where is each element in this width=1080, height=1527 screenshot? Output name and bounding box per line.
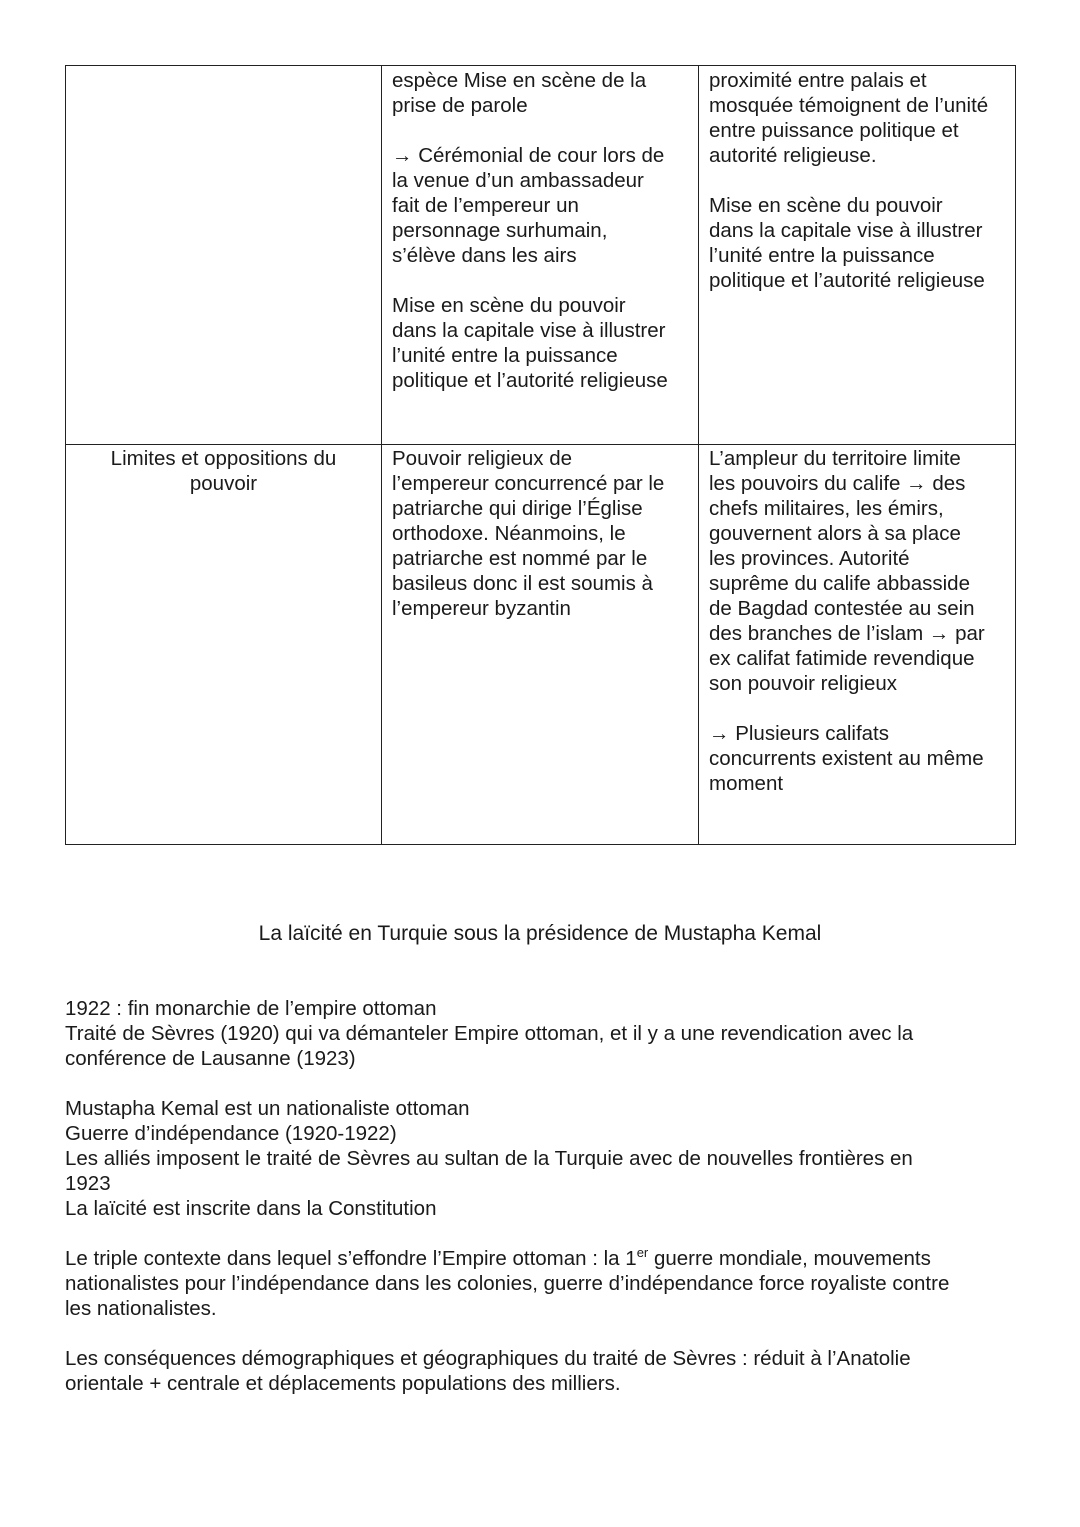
text-line: conférence de Lausanne (1923) [65,1047,356,1070]
table-row [66,66,1016,445]
text-line: Traité de Sèvres (1920) qui va démanteler Empire ottoman, et il y a une revendication avec la [65,1022,914,1045]
cell-paragraph: Pouvoir religieux de l’empereur concurrencé par le patriarche qui dirige l’Église orthodoxe. Néanmoins, le patriarche est nommé par le basileus donc il est soumis à l’empereur byzantin [392,447,665,620]
comparison-table [65,65,1016,845]
cell-paragraph: proximité entre palais et mosquée témoignent de l’unité entre puissance politique et autorité religieuse. [709,69,989,167]
table-cell-row2-col2 [382,445,699,845]
cell-paragraph: espèce Mise en scène de la prise de parole [392,69,647,117]
table-cell-row1-col1 [66,66,382,445]
table-cell-row1-col3 [699,66,1016,445]
table-cell-row1-col2 [382,66,699,445]
body-text [65,996,1015,1396]
text-line: Les alliés imposent le traité de Sèvres au sultan de la Turquie avec de nouvelles frontières en [65,1147,913,1170]
text-line: Les conséquences démographiques et géographiques du traité de Sèvres : réduit à l’Anatolie [65,1347,911,1370]
paragraph-2 [65,1096,1015,1221]
paragraph-4 [65,1346,1015,1396]
cell-paragraph: Mise en scène du pouvoir dans la capitale vise à illustrer l’unité entre la puissance politique et l’autorité religieuse [392,294,668,392]
text-line: Guerre d’indépendance (1920-1922) [65,1122,397,1145]
text-fragment: Le triple contexte dans lequel s’effondre l’Empire ottoman : la 1 [65,1247,637,1270]
text-line: les nationalistes. [65,1297,217,1320]
row-label: Limites et oppositions du pouvoir [110,447,337,495]
paragraph-1 [65,996,1015,1071]
text-line: La laïcité est inscrite dans la Constitution [65,1197,437,1220]
cell-paragraph: Mise en scène du pouvoir dans la capitale vise à illustrer l’unité entre la puissance politique et l’autorité religieuse [709,194,985,292]
table-cell-row2-col3 [699,445,1016,845]
cell-paragraph: → Plusieurs califats concurrents existent au même moment [709,722,984,795]
table-cell-row2-col1 [66,445,382,845]
paragraph-3 [65,1246,1015,1321]
table-row [66,445,1016,845]
text-line: orientale + centrale et déplacements populations des milliers. [65,1372,621,1395]
text-line: Mustapha Kemal est un nationaliste ottoman [65,1097,470,1120]
cell-paragraph: → Cérémonial de cour lors de la venue d’un ambassadeur fait de l’empereur un personnage surhumain, s’élève dans les airs [392,144,665,267]
superscript: er [636,1245,649,1260]
text-line: 1923 [65,1172,111,1195]
cell-paragraph: L’ampleur du territoire limite les pouvoirs du calife → des chefs militaires, les émirs, gouvernent alors à sa place les provinces. Autorité suprême du calife abbasside de Bagdad contestée au sein des branches de l’islam → par ex califat fatimide revendique son pouvoir religieux [709,447,985,695]
text-line: 1922 : fin monarchie de l’empire ottoman [65,997,437,1020]
text-line [65,1246,1015,1271]
text-fragment: guerre mondiale, mouvements [648,1247,931,1270]
text-line: nationalistes pour l’indépendance dans les colonies, guerre d’indépendance force royaliste contre [65,1272,950,1295]
section-title: La laïcité en Turquie sous la présidence de Mustapha Kemal [258,922,822,945]
